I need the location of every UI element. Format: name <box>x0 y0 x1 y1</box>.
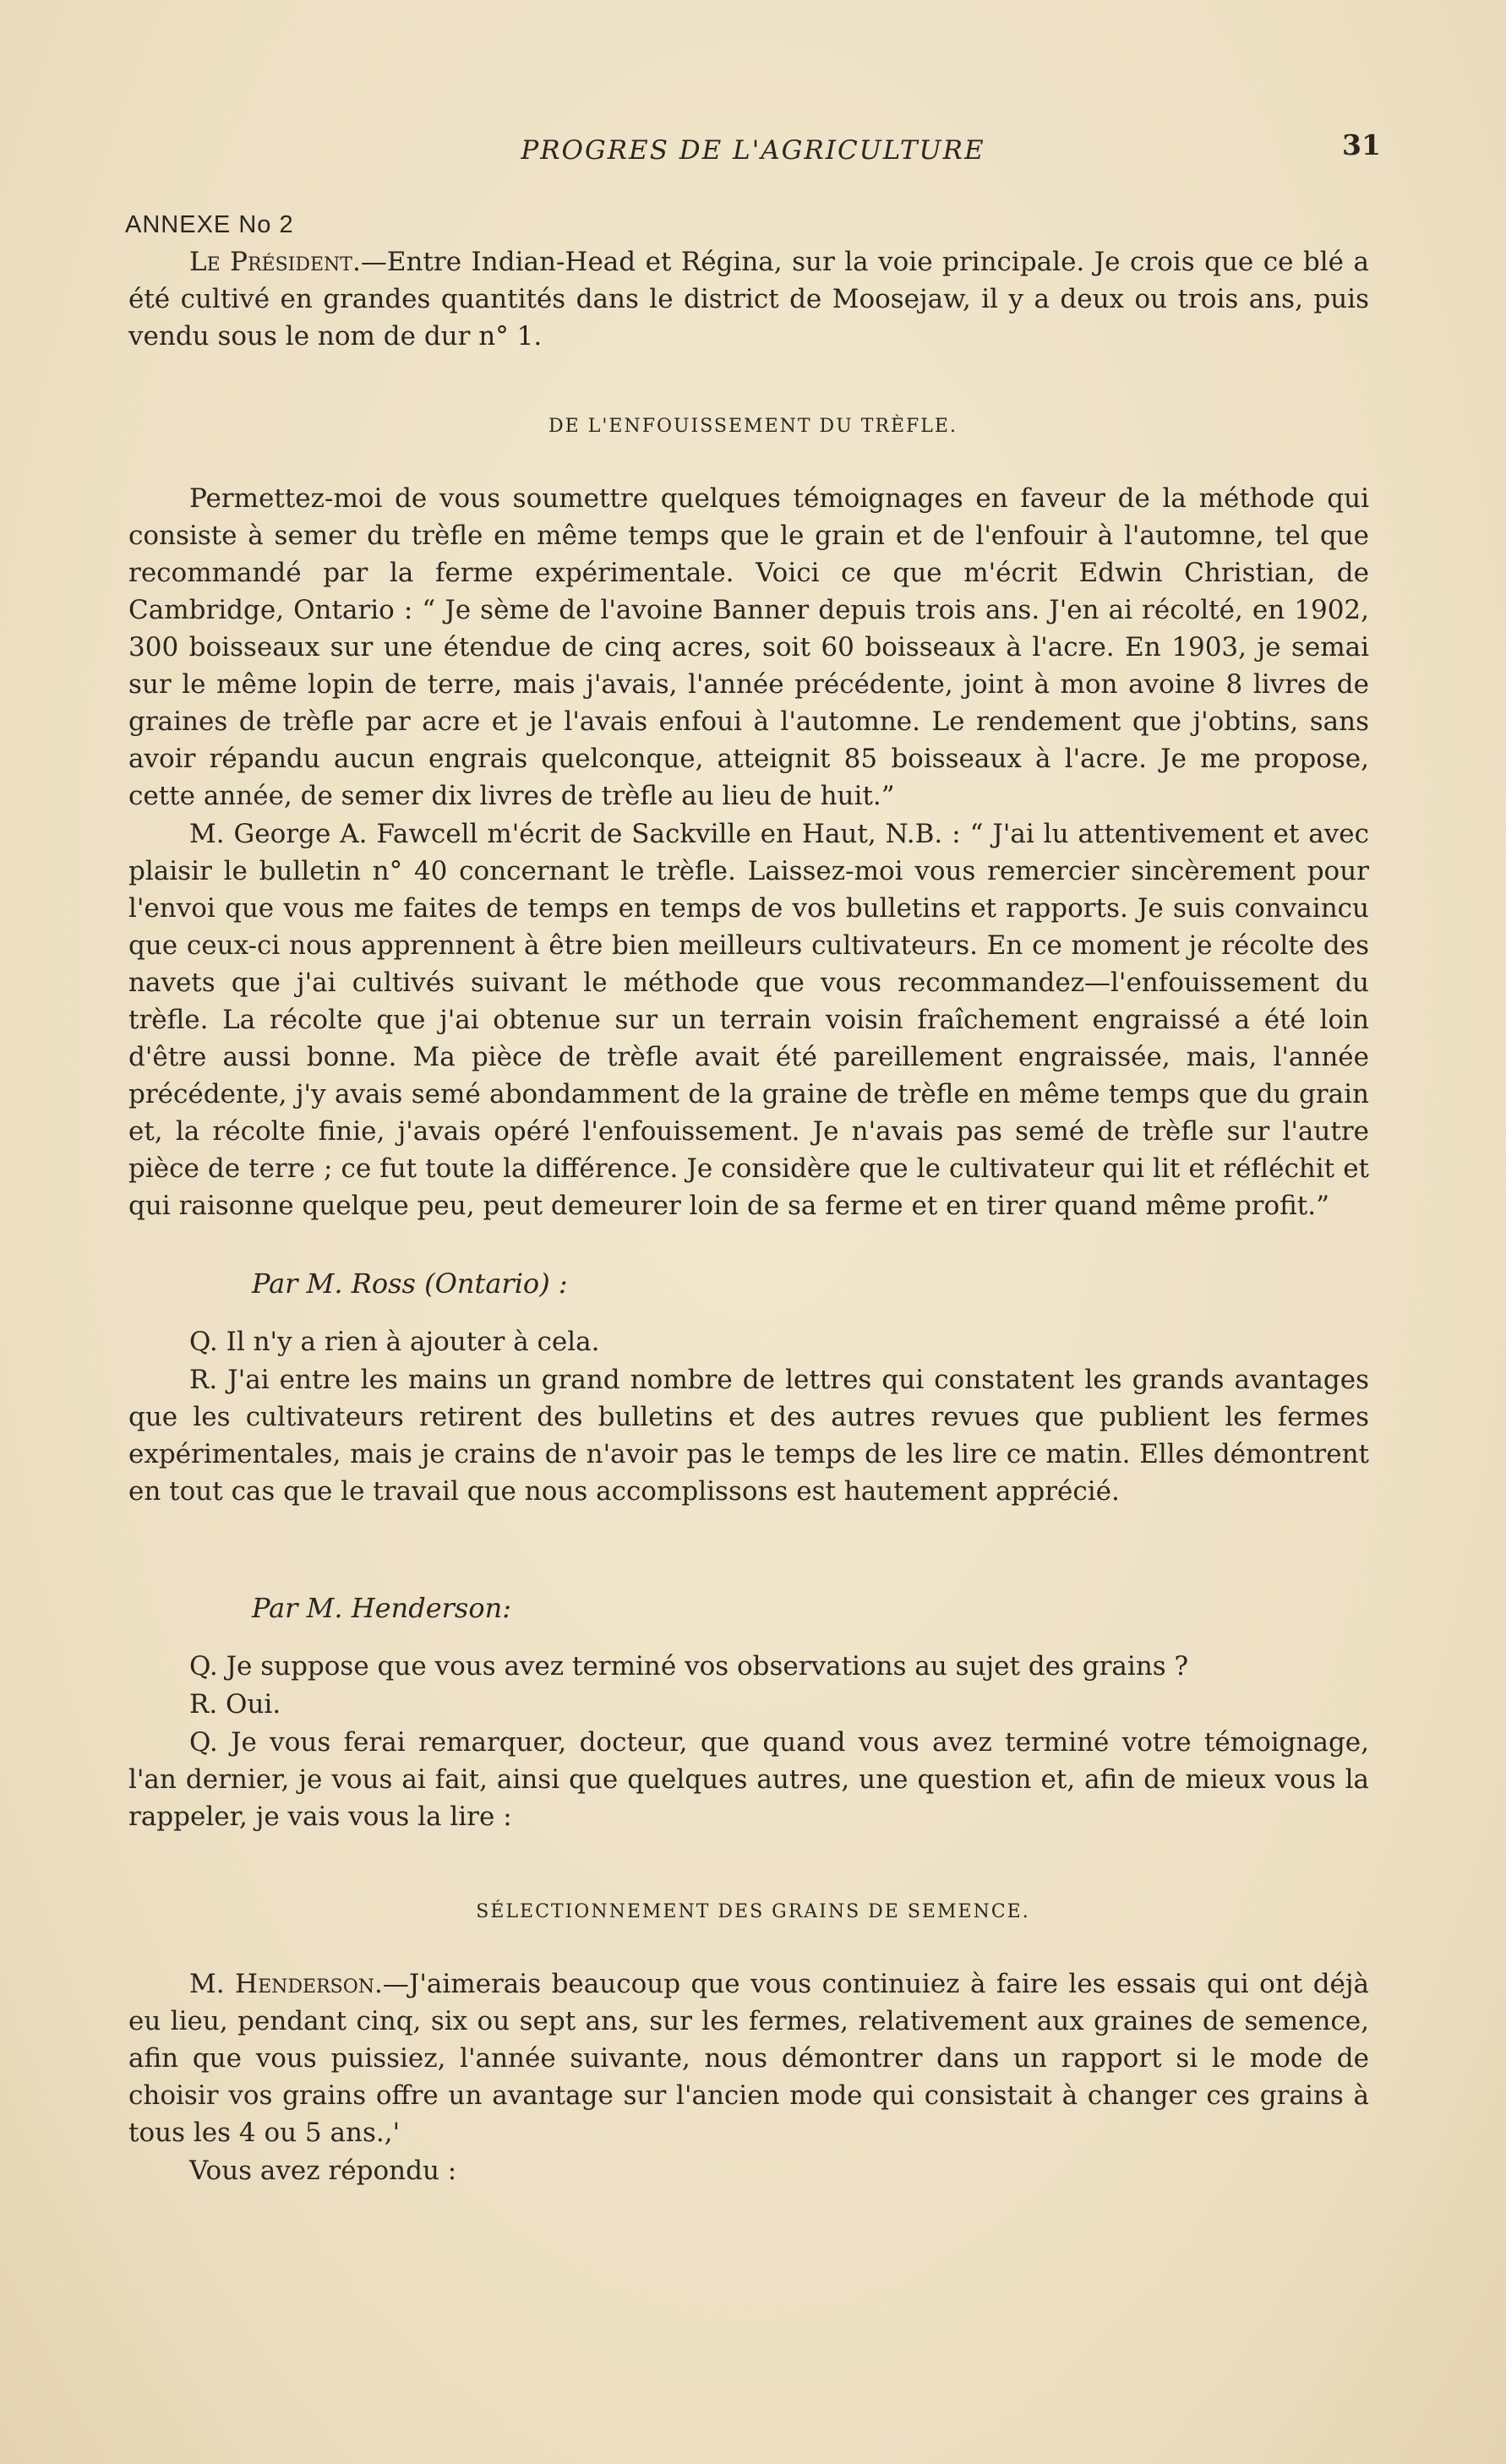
president-paragraph <box>128 243 1369 356</box>
speaker-label-ross: Par M. Ross (Ontario) : <box>252 1267 568 1300</box>
running-title: PROGRES DE L'AGRICULTURE <box>521 135 985 166</box>
paragraph-text: —J'aimerais beaucoup que vous continuiez à faire les essais qui ont déjà eu lieu, pendant cinq, six ou sept ans, sur les fermes, relativement aux graines de semence, afin que vous puissiez, l'année suivante, nous démontrer dans un rapport si le mode de choisir vos grains offre un avantage sur l'ancien mode qui consistait à changer ces grains à tous les 4 ou 5 ans.,' <box>128 1969 1369 2148</box>
page-number: 31 <box>1342 128 1381 161</box>
speaker-label-henderson: Par M. Henderson: <box>252 1592 511 1624</box>
section-heading-seed-selection: SÉLECTIONNEMENT DES GRAINS DE SEMENCE. <box>476 1901 1030 1922</box>
henderson-request <box>128 1965 1369 2190</box>
henderson-qa <box>128 1648 1369 1836</box>
annex-label: ANNEXE No 2 <box>125 211 294 238</box>
section-heading-clover: DE L'ENFOUISSEMENT DU TRÈFLE. <box>548 416 958 437</box>
ross-qa <box>128 1323 1369 1511</box>
question: Q. Il n'y a rien à ajouter à cela. <box>189 1327 600 1357</box>
clover-testimonials <box>128 480 1369 1225</box>
answer: R. Oui. <box>189 1689 281 1720</box>
question: Q. Je suppose que vous avez terminé vos observations au sujet des grains ? <box>189 1651 1189 1682</box>
speaker-name: M. Henderson. <box>189 1969 383 1999</box>
speaker-name: Le Président. <box>189 247 361 277</box>
paragraph: Permettez-moi de vous soumettre quelques témoignages en faveur de la méthode qui consiste à semer du trèfle en même temps que le grain et de l'enfouir à l'automne, tel que recommandé par la ferme expérimentale. Voici ce que m'écrit Edwin Christian, de Cambridge, Ontario : “ Je sème de l'avoine Banner depuis trois ans. J'en ai récolté, en 1902, 300 boisseaux sur une étendue de cinq acres, soit 60 boisseaux à l'acre. En 1903, je semai sur le même lopin de terre, mais j'avais, l'année précédente, joint à mon avoine 8 livres de graines de trèfle par acre et je l'avais enfoui à l'automne. Le rendement que j'obtins, sans avoir répandu aucun engrais quelconque, atteignit 85 boisseaux à l'acre. Je me propose, cette année, de semer dix livres de trèfle au lieu de huit.” <box>128 483 1369 811</box>
paragraph: M. George A. Fawcell m'écrit de Sackville en Haut, N.B. : “ J'ai lu attentivement et avec plaisir le bulletin n° 40 concernant le trèfle. Laissez-moi vous remercier sincèrement pour l'envoi que vous me faites de temps en temps de vos bulletins et rapports. Je suis convaincu que ceux-ci nous apprennent à être bien meilleurs cultivateurs. En ce moment je récolte des navets que j'ai cultivés suivant le méthode que vous recommandez—l'enfouissement du trèfle. La récolte que j'ai obtenue sur un terrain voisin fraîchement engraissé a été loin d'être aussi bonne. Ma pièce de trèfle avait été pareillement engraissée, mais, l'année précédente, j'y avais semé abondamment de la graine de trèfle en même temps que du grain et, la récolte finie, j'avais opéré l'enfouissement. Je n'avais pas semé de trèfle sur l'autre pièce de terre ; ce fut toute la différence. Je considère que le cultivateur qui lit et réfléchit et qui raisonne quelque peu, peut demeurer loin de sa ferme et en tirer quand même profit.” <box>128 819 1369 1221</box>
closing-line: Vous avez répondu : <box>189 2156 457 2186</box>
paragraph-text: —Entre Indian-Head et Régina, sur la voie principale. Je crois que ce blé a été cultivé en grandes quantités dans le district de Moosejaw, il y a deux ou trois ans, puis vendu sous le nom de dur n° 1. <box>128 247 1369 352</box>
question: Q. Je vous ferai remarquer, docteur, que quand vous avez terminé votre témoignage, l'an dernier, je vous ai fait, ainsi que quelques autres, une question et, afin de mieux vous la rappeler, je vais vous la lire : <box>128 1727 1369 1832</box>
answer: R. J'ai entre les mains un grand nombre de lettres qui constatent les grands avantages que les cultivateurs retirent des bulletins et des autres revues que publient les fermes expérimentales, mais je crains de n'avoir pas le temps de les lire ce matin. Elles démontrent en tout cas que le travail que nous accomplissons est hautement apprécié. <box>128 1365 1369 1507</box>
